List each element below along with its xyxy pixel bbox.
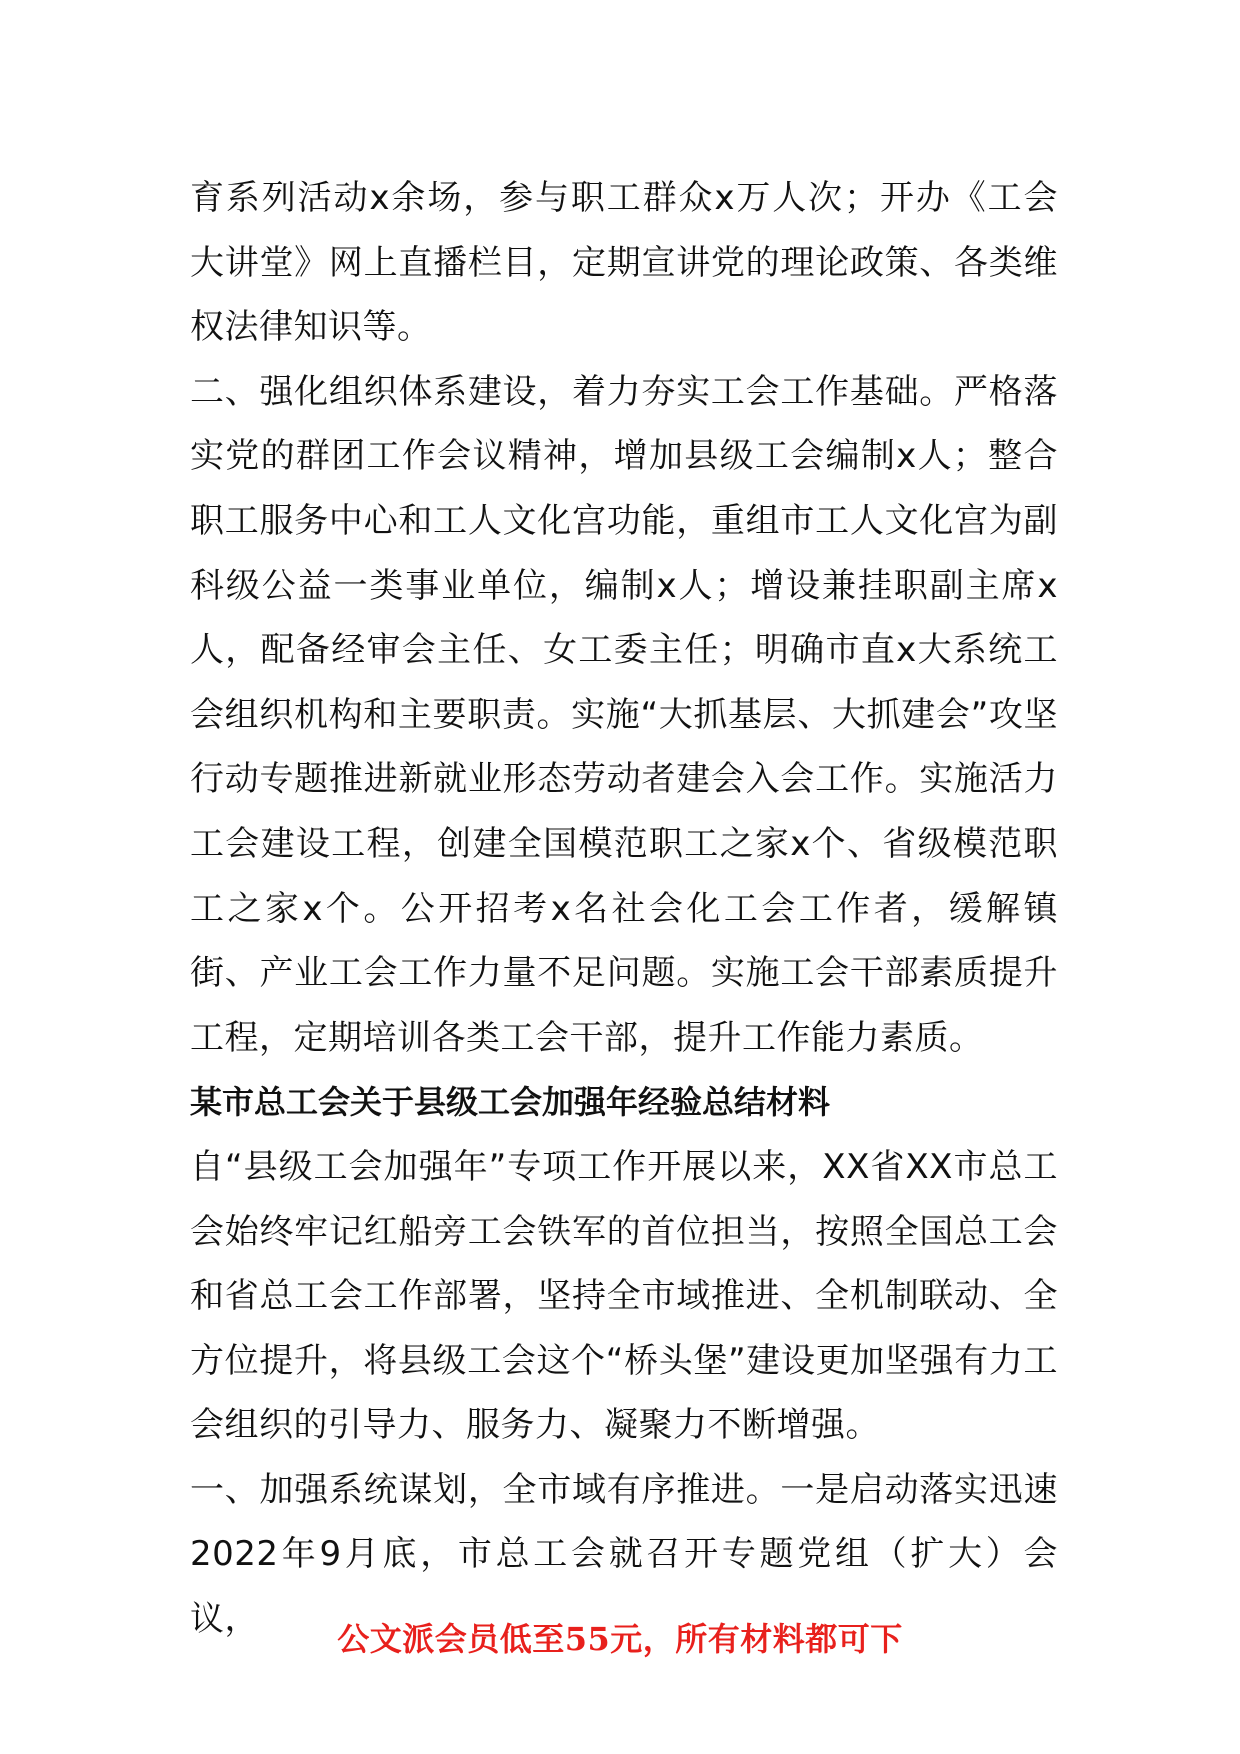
promo-footer-text: 公文派会员低至55元，所有材料都可下 bbox=[337, 1620, 903, 1658]
paragraph: 一、加强系统谋划，全市域有序推进。一是启动落实迅速2022年9月底，市总工会就召开专题党组（扩大）会议， bbox=[190, 1469, 1058, 1640]
paragraph: 二、强化组织体系建设，着力夯实工会工作基础。严格落实党的群团工作会议精神，增加县级工会编制x人；整合职工服务中心和工人文化宫功能，重组市工人文化宫为副科级公益一类事业单位，编制x人；增设兼挂职副主席x人，配备经审会主任、女工委主任；明确市直x大系统工会组织机构和主要职责。实施“大抓基层、大抓建会”攻坚行动专题推进新就业形态劳动者建会入会工作。实施活力工会建设工程，创建全国模范职工之家x个、省级模范职工之家x个。公开招考x名社会化工会工作者，缓解镇街、产业工会工作力量不足问题。实施工会干部素质提升工程，定期培训各类工会干部，提升工作能力素质。 bbox=[190, 371, 1058, 1058]
document-title: 某市总工会关于县级工会加强年经验总结材料 bbox=[190, 1083, 831, 1122]
document-body bbox=[190, 166, 1058, 1652]
paragraph: 育系列活动x余场，参与职工群众x万人次；开办《工会大讲堂》网上直播栏目，定期宣讲党的理论政策、各类维权法律知识等。 bbox=[190, 178, 1058, 348]
paragraph: 自“县级工会加强年”专项工作开展以来，XX省XX市总工会始终牢记红船旁工会铁军的首位担当，按照全国总工会和省总工会工作部署，坚持全市域推进、全机制联动、全方位提升，将县级工会这个“桥头堡”建设更加坚强有力工会组织的引导力、服务力、凝聚力不断增强。 bbox=[190, 1146, 1058, 1446]
